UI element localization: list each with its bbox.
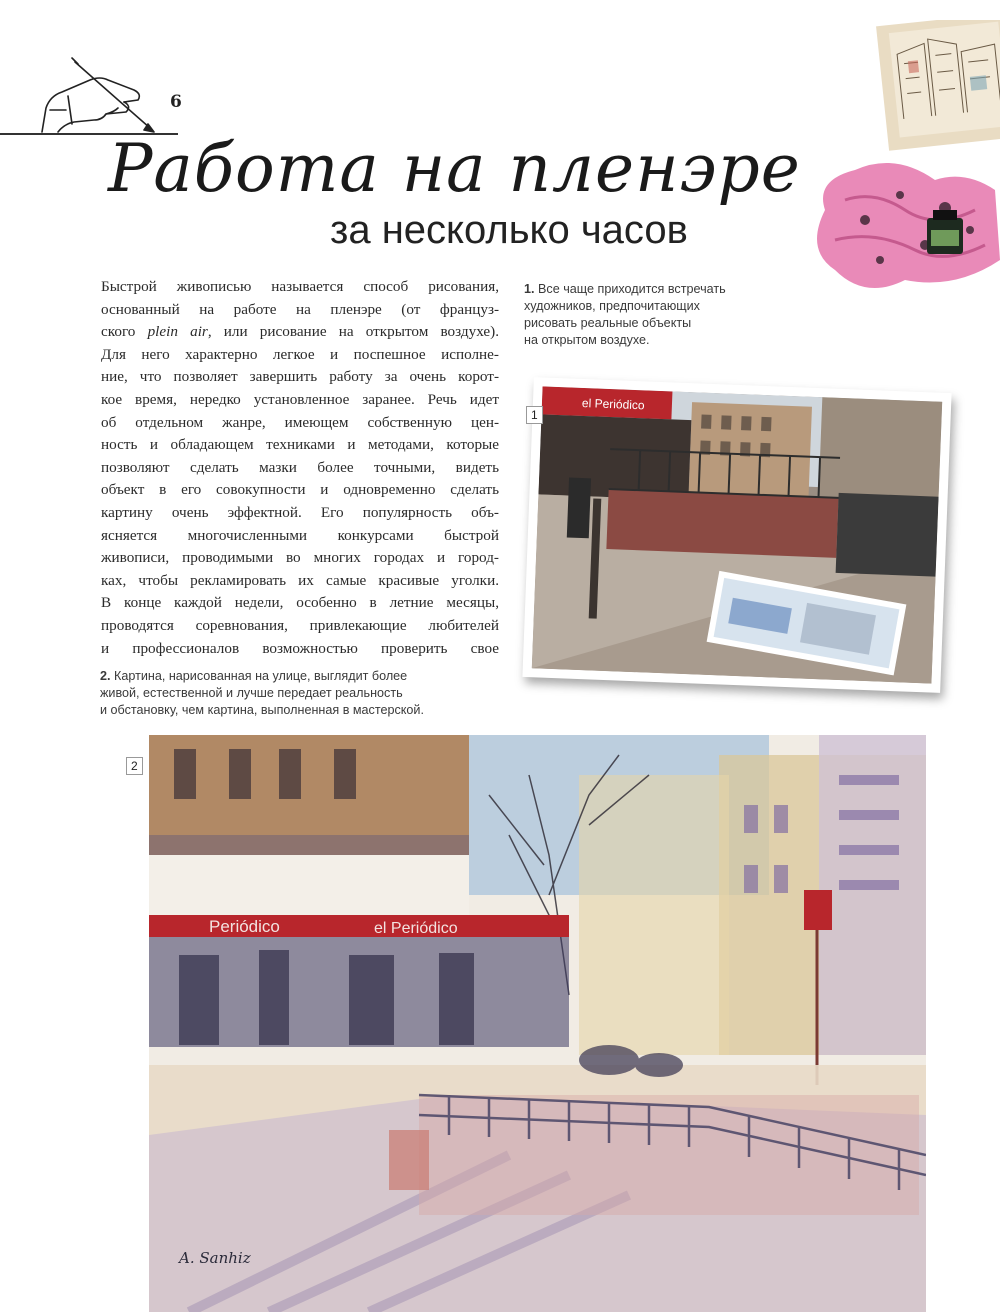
photo-figure-1 <box>522 377 951 693</box>
body-text <box>101 276 499 660</box>
body-line: Для него характерно легкое и поспешное исполне- <box>101 345 499 363</box>
caption-figure-1: 1. Все чаще приходится встречать художников, предпочитающих рисовать реальные объекты на открытом воздухе. <box>524 282 726 347</box>
hand-with-pencil-icon <box>28 50 158 140</box>
painting-sign-left: Periódico <box>209 917 280 936</box>
figure-number-2: 2 <box>126 757 143 775</box>
sketchbook-illustration <box>870 20 1000 160</box>
body-line: картину очень эффектной. Его популярность объ- <box>101 503 499 521</box>
street-photo <box>532 386 943 683</box>
figure-number-1: 1 <box>526 406 543 424</box>
body-line: Быстрой живописью называется способ рисования, <box>101 278 499 295</box>
body-line: ность и обладающем техниками и методами, которые <box>101 436 499 454</box>
body-line: В конце каждой недели, особенно в летние месяцы, <box>101 594 499 612</box>
body-line: и профессионалов возможностью проверить свое <box>101 639 499 657</box>
body-line: ясняется многочисленными конкурсами быстрой <box>101 526 499 544</box>
caption-number: 1. <box>524 282 535 296</box>
pink-scarf-and-ink-illustration <box>805 150 1000 300</box>
plein-air-term: plein air <box>147 323 208 341</box>
title-subtitle: за несколько часов <box>330 208 688 252</box>
body-line: живописи, проводимыми во многих городах и город- <box>101 549 499 567</box>
body-line: позволяют сделать мазки более точными, видеть <box>101 458 499 476</box>
watercolor-painting <box>149 735 926 1312</box>
page-number: 6 <box>170 92 182 112</box>
body-line: проводятся соревнования, привлекающие любителей <box>101 616 499 634</box>
body-line: ках, чтобы рекламировать их самые красивые уголки. <box>101 571 499 589</box>
caption-number: 2. <box>100 669 111 683</box>
title-script: Работа на пленэре <box>108 130 801 207</box>
photo-sign-text: el Periódico <box>581 395 645 413</box>
painting-sign-right: el Periódico <box>374 920 458 937</box>
body-line: ние, что позволяет завершить работу за очень корот- <box>101 368 499 386</box>
body-line: кое время, нередко установленное заранее. Речь идет <box>101 390 499 408</box>
body-line: об отдельном жанре, имеющем собственную цен- <box>101 413 499 431</box>
body-line: ского plein air, или рисование на открытом воздухе). <box>101 323 500 341</box>
body-line: объект в его совокупности и одновременно сделать <box>101 481 499 499</box>
body-line: основанный на работе на пленэре (от француз- <box>101 300 499 318</box>
artist-signature: A. Sanhiz <box>179 1249 251 1267</box>
caption-figure-2: 2. Картина, нарисованная на улице, выглядит более живой, естественной и лучше передает реальность и обстановку, чем картина, выполненная в мастерской. <box>100 669 424 717</box>
